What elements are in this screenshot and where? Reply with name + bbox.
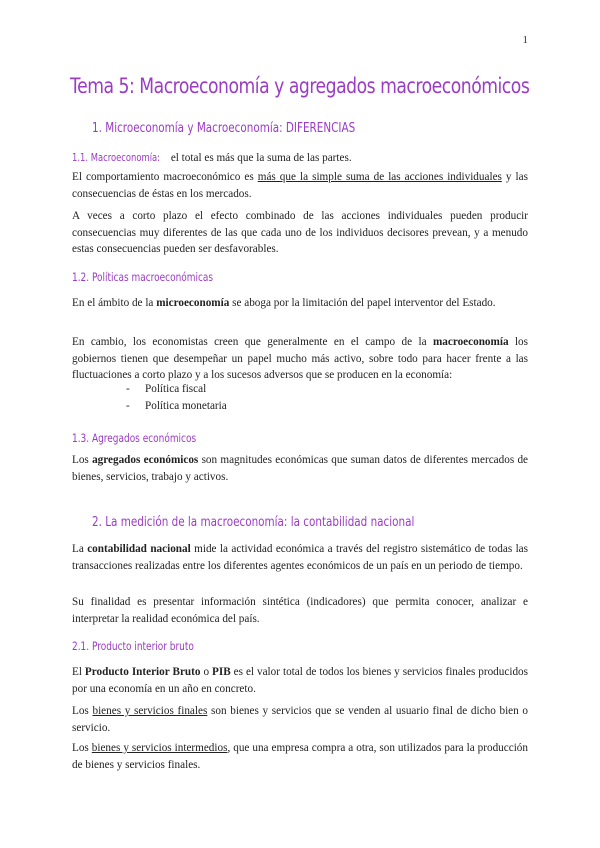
page-number: 1: [522, 34, 528, 46]
paragraph-microeconomia: En el ámbito de la microeconomía se aboga por la limitación del papel interventor del Estado.: [72, 297, 496, 309]
paragraph-bienes-intermedios: Los bienes y servicios intermedios, que una empresa compra a otra, son utilizados para la producción de bienes y servicios finales.: [72, 742, 528, 771]
section-1-1-heading: 1.1. Macroeconomía:: [72, 152, 161, 164]
section-1-3-heading: 1.3. Agregados económicos: [72, 431, 197, 445]
section-2-heading: 2. La medición de la macroeconomía: la contabilidad nacional: [92, 515, 415, 530]
paragraph-agregados: Los agregados económicos son magnitudes económicas que suman datos de diferentes mercados de bienes, servicios, trabajo y activos.: [72, 454, 528, 483]
list-item: - Política monetaria: [126, 399, 227, 412]
paragraph-finalidad: Su finalidad es presentar información sintética (indicadores) que permita conocer, analizar e interpretar la realidad económica del país.: [72, 596, 528, 625]
paragraph-contabilidad: La contabilidad nacional mide la actividad económica a través del registro sistemático de todas las transacciones realizadas entre los diferentes agentes económicos de un país en un periodo de tiempo.: [72, 543, 529, 572]
section-2-1-heading: 2.1. Producto interior bruto: [72, 639, 194, 653]
paragraph-short-term: A veces a corto plazo el efecto combinado de las acciones individuales pueden producir consecuencias muy diferentes de las que cada uno de los individuos decisores prevean, y a menudo estas consecuencias pueden ser desfavorables.: [72, 210, 528, 255]
paragraph-behavior: El comportamiento macroeconómico es más que la simple suma de las acciones individuales y las consecuencias de éstas en los mercados.: [72, 171, 528, 200]
paragraph-bienes-finales: Los bienes y servicios finales son bienes y servicios que se venden al usuario final de dicho bien o servicio.: [72, 705, 529, 734]
policy-list: [126, 381, 227, 414]
section-1-1-paragraph: 1.1. Macroeconomía: el total es más que la suma de las partes.: [72, 150, 528, 167]
list-item: - Política fiscal: [126, 383, 207, 395]
paragraph-pib: El Producto Interior Bruto o PIB es el valor total de todos los bienes y servicios finales producidos por una economía en un año en concreto.: [72, 666, 528, 695]
section-1-heading: 1. Microeconomía y Macroeconomía: DIFERENCIAS: [92, 121, 356, 136]
section-1-2-heading: 1.2. Políticas macroeconómicas: [72, 270, 214, 284]
document-title: Tema 5: Macroeconomía y agregados macroeconómicos: [70, 74, 530, 98]
paragraph-macroeconomia: En cambio, los economistas creen que generalmente en el campo de la macroeconomía los gobiernos tienen que desempeñar un papel mucho más activo, sobre todo para hacer frente a las fluctuaciones a corto plazo y a los sucesos adversos que se producen en la economía:: [72, 336, 528, 381]
